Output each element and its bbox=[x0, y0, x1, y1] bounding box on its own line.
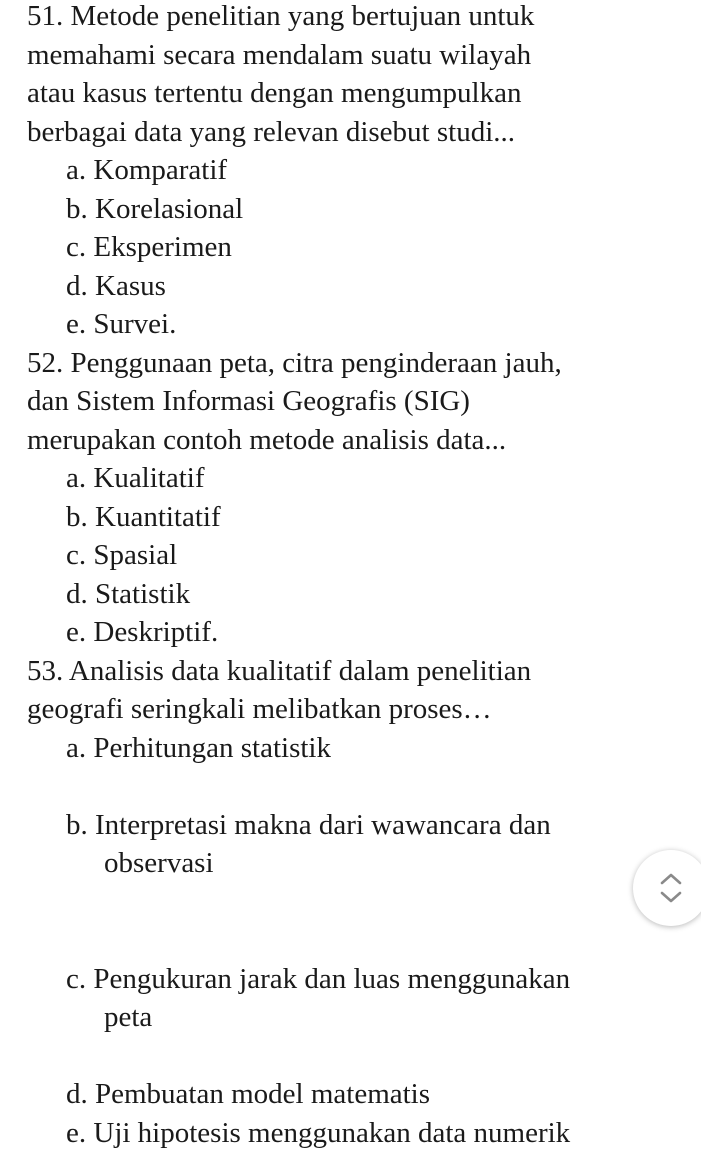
option-label: c. Pengukuran jarak dan luas menggunakan bbox=[66, 963, 570, 995]
question-53 bbox=[27, 652, 701, 1152]
option-b: b. Korelasional bbox=[66, 190, 701, 229]
option-a: a. Kualitatif bbox=[66, 459, 701, 498]
option-e: e. Deskriptif. bbox=[66, 613, 701, 652]
option-list bbox=[27, 151, 701, 344]
option-a: a. Komparatif bbox=[66, 151, 701, 190]
question-document bbox=[27, 0, 701, 1152]
option-d: d. Kasus bbox=[66, 267, 701, 306]
option-b bbox=[66, 767, 701, 921]
option-d: d. Pembuatan model matematis bbox=[66, 1075, 701, 1114]
option-b: b. Kuantitatif bbox=[66, 498, 701, 537]
option-label: b. Interpretasi makna dari wawancara dan bbox=[66, 809, 551, 841]
chevron-down-icon[interactable] bbox=[658, 889, 684, 905]
option-continuation: observasi bbox=[66, 844, 701, 883]
chevron-up-icon[interactable] bbox=[658, 871, 684, 887]
option-e: e. Uji hipotesis menggunakan data numerik bbox=[66, 1114, 701, 1152]
question-text: 52. Penggunaan peta, citra penginderaan jauh, dan Sistem Informasi Geografis (SIG) merupakan contoh metode analisis data... bbox=[27, 344, 701, 460]
option-list bbox=[27, 459, 701, 652]
option-c: c. Spasial bbox=[66, 536, 701, 575]
option-c bbox=[66, 921, 701, 1075]
option-d: d. Statistik bbox=[66, 575, 701, 614]
option-list bbox=[27, 729, 701, 1152]
option-a: a. Perhitungan statistik bbox=[66, 729, 701, 768]
scroll-control[interactable] bbox=[633, 850, 701, 926]
option-continuation: peta bbox=[66, 998, 701, 1037]
option-c: c. Eksperimen bbox=[66, 228, 701, 267]
question-52 bbox=[27, 344, 701, 652]
question-text: 53. Analisis data kualitatif dalam penelitian geografi seringkali melibatkan proses… bbox=[27, 652, 701, 729]
question-text: 51. Metode penelitian yang bertujuan untuk memahami secara mendalam suatu wilayah atau kasus tertentu dengan mengumpulkan berbagai data yang relevan disebut studi... bbox=[27, 0, 701, 151]
option-e: e. Survei. bbox=[66, 305, 701, 344]
question-51 bbox=[27, 0, 701, 344]
